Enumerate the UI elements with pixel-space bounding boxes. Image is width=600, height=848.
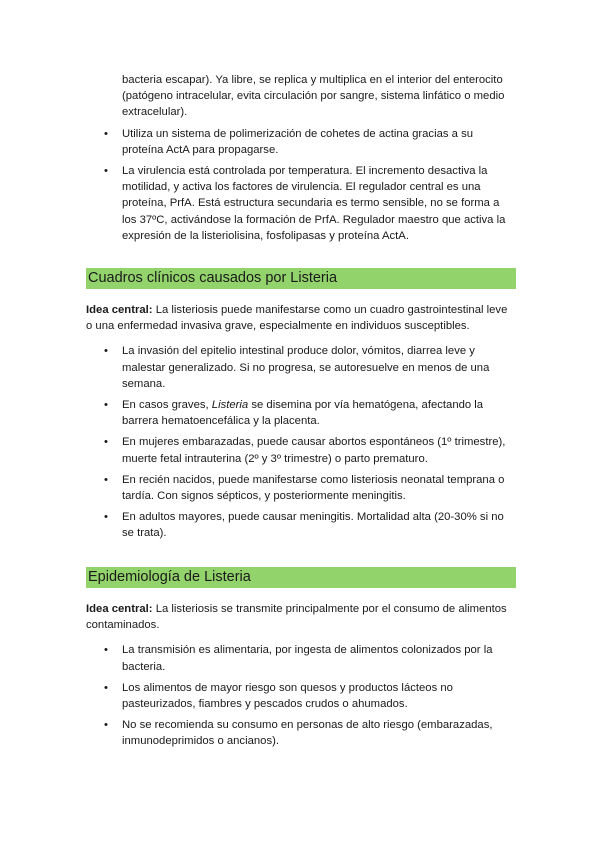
list-item [86,717,516,749]
clinical-list [86,343,516,541]
list-item [86,434,516,466]
central-idea-text: La listeriosis puede manifestarse como un cuadro gastrointestinal leve o una enfermedad invasiva grave, especialmente en individuos susceptibles. [86,304,508,333]
bullet-icon: • [104,345,108,358]
list-item-text: Los alimentos de mayor riesgo son quesos y productos lácteos no pasteurizados, fiambres y pescados crudos o ahumados. [122,681,453,711]
bullet-icon: • [104,399,108,412]
list-item-text: La virulencia está controlada por temperatura. El incremento desactiva la motilidad, y activa los factores de virulencia. El regulador central es una proteína, PrfA. Está estructura secundaria es termo sensible, no se forma a los 37ºC, activándose la formación de PrfA. Regulador maestro que activa la expresión de la listeriolisina, fosfolipasas y proteína ActA. [122,165,506,242]
bullet-icon: • [104,511,108,524]
list-item [86,509,516,541]
continuation-list [86,126,516,244]
central-idea-label: Idea central: [86,603,153,615]
list-item [86,343,516,392]
list-item [86,163,516,244]
list-item-text: En adultos mayores, puede causar meningitis. Mortalidad alta (20-30% si no se trata). [122,511,504,540]
list-item-text-post: se disemina por vía hematógena, afectando la barrera hematoencefálica y la placenta. [122,399,484,428]
bullet-icon: • [104,681,108,694]
section-heading: Cuadros clínicos causados por Listeria [86,268,516,289]
bullet-icon: • [104,127,108,140]
bullet-icon: • [104,719,108,732]
list-item-text: En mujeres embarazadas, puede causar abortos espontáneos (1º trimestre), muerte fetal intrauterina (2º y 3º trimestre) o parto prematuro. [122,436,506,465]
section-epidemiology [86,567,516,755]
list-item [86,472,516,504]
bullet-icon: • [104,644,108,657]
bullet-icon: • [104,473,108,486]
continuation-text: bacteria escapar). Ya libre, se replica y multiplica en el interior del enterocito (patógeno intracelular, evita circulación por sangre, sistema linfático o medio extracelular). [122,74,505,119]
list-item-text: No se recomienda su consumo en personas de alto riesgo (embarazadas, inmunodeprimidos o ancianos). [122,719,493,748]
central-idea-label: Idea central: [86,304,153,316]
bullet-icon: • [104,436,108,449]
list-item-text: En recién nacidos, puede manifestarse como listeriosis neonatal temprana o tardía. Con signos sépticos, y posteriormente meningitis. [122,473,505,503]
section-clinical [86,268,516,547]
list-item [86,126,516,158]
epidemiology-list [86,642,516,749]
list-item [86,397,516,429]
central-idea-text: La listeriosis se transmite principalmente por el consumo de alimentos contaminados. [86,603,507,632]
list-item-text-pre: En casos graves, [122,399,212,412]
list-item [86,642,516,674]
list-item-text: La invasión del epitelio intestinal produce dolor, vómitos, diarrea leve y malestar generalizado. Si no progresa, se autoresuelve en menos de una semana. [122,345,490,390]
section-heading: Epidemiología de Listeria [86,567,516,588]
continuation-block [86,72,516,249]
list-item-text: Utiliza un sistema de polimerización de cohetes de actina gracias a su proteína ActA para propagarse. [122,127,474,156]
central-idea [86,601,516,633]
central-idea [86,302,516,334]
bullet-icon: • [104,165,108,178]
list-item [86,680,516,712]
list-item-text-italic: Listeria [211,399,249,412]
list-item-text: La transmisión es alimentaria, por ingesta de alimentos colonizados por la bacteria. [122,644,493,673]
